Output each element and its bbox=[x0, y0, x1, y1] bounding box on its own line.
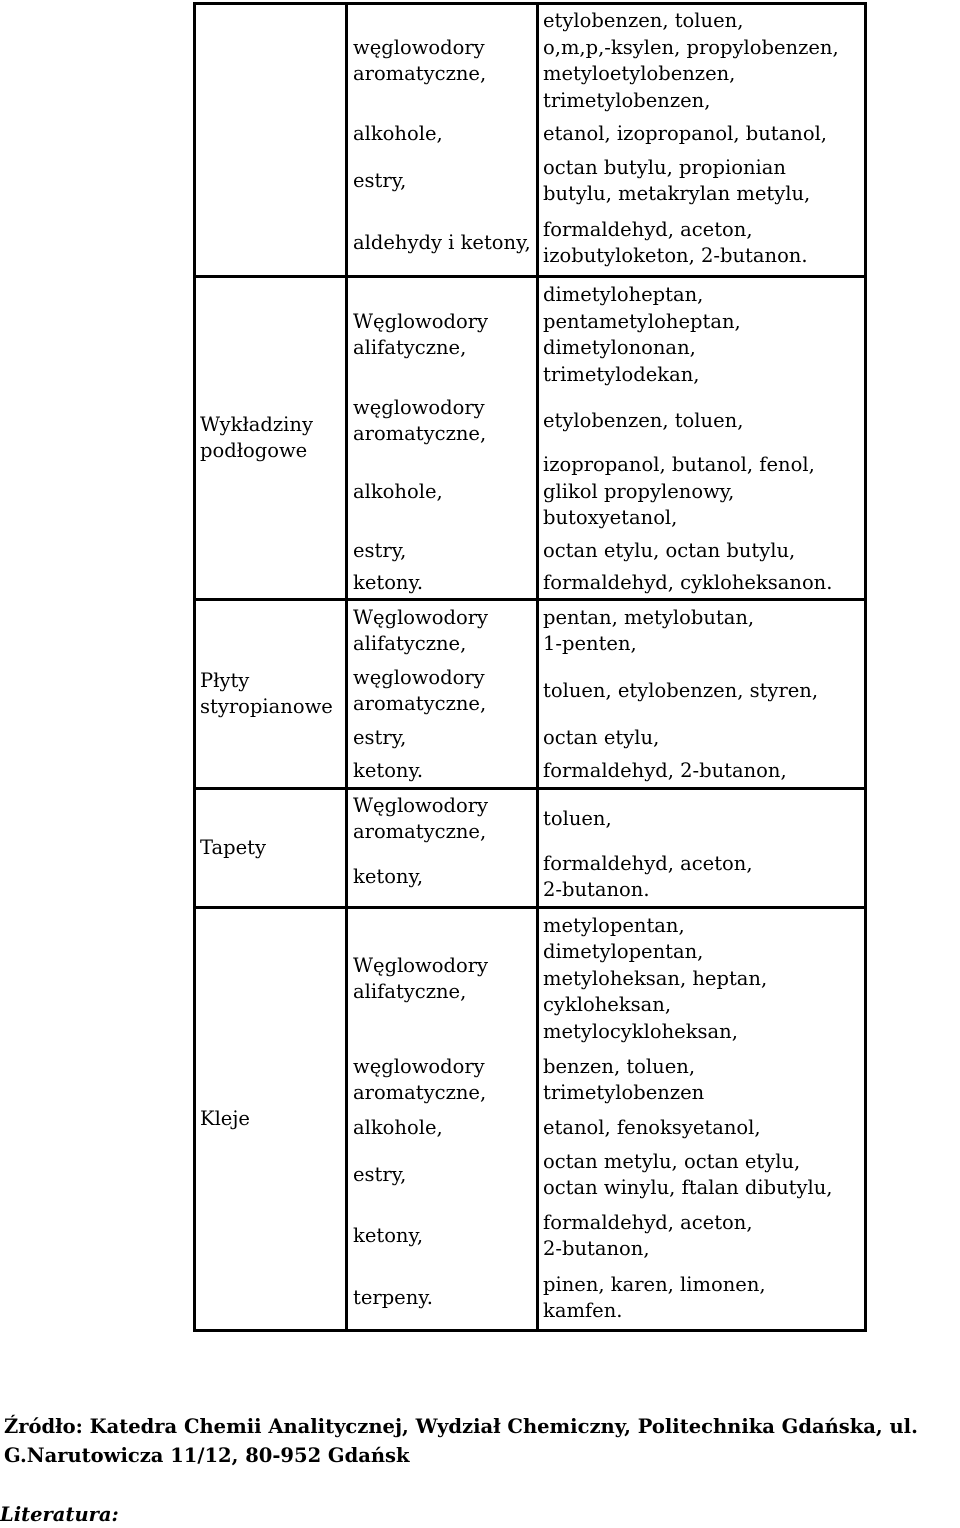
material-category-label: Wykładziny bbox=[200, 412, 313, 436]
compound-group-label: ketony, bbox=[353, 1223, 424, 1247]
compound-list bbox=[539, 790, 864, 848]
compound-group-cell bbox=[347, 789, 538, 908]
compound-group bbox=[348, 1205, 536, 1267]
compound-group-label: Węglowodory bbox=[353, 309, 489, 333]
material-category-label: podłogowe bbox=[200, 439, 308, 462]
compound-group bbox=[348, 534, 536, 568]
compound-list-line: trimetylodekan, bbox=[543, 362, 700, 386]
compound-list-line: trimetylobenzen, bbox=[543, 88, 711, 112]
compound-group-label: węglowodory bbox=[353, 1054, 485, 1078]
compound-list-line: toluen, bbox=[543, 806, 612, 830]
compound-list-line: etylobenzen, toluen, bbox=[543, 9, 744, 32]
compound-list-line: pentan, metylobutan, bbox=[543, 605, 755, 629]
compound-list-line: benzen, toluen, bbox=[543, 1054, 696, 1078]
compound-group-label: estry, bbox=[353, 1162, 407, 1186]
compound-list-line: metyloheksan, heptan, bbox=[543, 966, 768, 990]
compound-group bbox=[348, 790, 536, 848]
compound-group-label: estry, bbox=[353, 538, 407, 562]
compound-group-label: węglowodory bbox=[353, 395, 485, 419]
compound-list bbox=[539, 721, 864, 755]
compound-group-label: alifatyczne, bbox=[353, 632, 467, 655]
compound-list bbox=[539, 392, 864, 450]
compounds-cell bbox=[538, 789, 866, 908]
compound-group-label: alifatyczne, bbox=[353, 336, 467, 359]
compounds-cell bbox=[538, 908, 866, 1331]
compound-list bbox=[539, 909, 864, 1049]
compound-list-line: formaldehyd, aceton, bbox=[543, 851, 753, 875]
compound-list-line: 2-butanon, bbox=[543, 1237, 650, 1260]
compound-list bbox=[539, 601, 864, 661]
compound-list-line: formaldehyd, aceton, bbox=[543, 1210, 753, 1234]
compound-list-line: izobutyloketon, 2-butanon. bbox=[543, 244, 808, 267]
compound-group-label: Węglowodory bbox=[353, 793, 489, 817]
table-row bbox=[195, 277, 866, 600]
compound-group-cell bbox=[347, 4, 538, 277]
compounds-cell bbox=[538, 277, 866, 600]
compound-list-line: metyloetylobenzen, bbox=[543, 62, 736, 85]
compound-group-label: estry, bbox=[353, 725, 407, 749]
compound-list-line: etanol, fenoksyetanol, bbox=[543, 1115, 761, 1139]
compound-group bbox=[348, 5, 536, 117]
compound-list bbox=[539, 661, 864, 721]
compound-list-line: formaldehyd, aceton, bbox=[543, 217, 753, 241]
compound-group bbox=[348, 909, 536, 1049]
compound-list bbox=[539, 151, 864, 211]
emissions-table bbox=[193, 2, 867, 1332]
compound-list-line: izopropanol, butanol, fenol, bbox=[543, 453, 815, 477]
compound-list-line: trimetylobenzen bbox=[543, 1081, 705, 1104]
compound-list-line: octan metylu, octan etylu, bbox=[543, 1149, 801, 1173]
compound-group bbox=[348, 755, 536, 787]
compound-list bbox=[539, 1205, 864, 1267]
compound-list-line: 1-penten, bbox=[543, 632, 637, 655]
compound-list-line: o,m,p,-ksylen, propylobenzen, bbox=[543, 35, 839, 59]
compound-group bbox=[348, 1145, 536, 1205]
compound-group-label: aromatyczne, bbox=[353, 692, 487, 715]
compound-group bbox=[348, 1111, 536, 1145]
compound-list-line: metylopentan, bbox=[543, 913, 685, 937]
material-category-label: Płyty bbox=[200, 668, 250, 692]
compound-list-line: glikol propylenowy, bbox=[543, 479, 735, 503]
source-line-2: G.Narutowicza 11/12, 80-952 Gdańsk bbox=[4, 1443, 410, 1467]
table-row bbox=[195, 908, 866, 1331]
compound-group-cell bbox=[347, 600, 538, 789]
compound-group bbox=[348, 117, 536, 151]
compound-list-line: formaldehyd, 2-butanon, bbox=[543, 758, 787, 782]
compound-group-label: ketony. bbox=[353, 758, 424, 782]
compound-group bbox=[348, 568, 536, 598]
material-category-label: Tapety bbox=[200, 835, 266, 859]
compound-list bbox=[539, 755, 864, 787]
compound-list-line: kamfen. bbox=[543, 1299, 623, 1322]
compound-group bbox=[348, 661, 536, 721]
compound-group-label: aromatyczne, bbox=[353, 62, 487, 85]
material-category-cell bbox=[195, 789, 347, 908]
compound-list bbox=[539, 534, 864, 568]
compound-list-line: octan winylu, ftalan dibutylu, bbox=[543, 1176, 833, 1199]
compound-group-label: alkohole, bbox=[353, 121, 443, 145]
compound-list bbox=[539, 1111, 864, 1145]
table-row bbox=[195, 4, 866, 277]
compound-list bbox=[539, 568, 864, 598]
compound-list-line: dimetylononan, bbox=[543, 336, 696, 359]
compound-list bbox=[539, 1267, 864, 1329]
compound-list bbox=[539, 1145, 864, 1205]
compound-list bbox=[539, 5, 864, 117]
compound-group-cell bbox=[347, 908, 538, 1331]
compound-group-label: aromatyczne, bbox=[353, 1081, 487, 1104]
compound-list-line: metylocykloheksan, bbox=[543, 1019, 738, 1043]
compound-group-label: ketony, bbox=[353, 864, 424, 888]
compound-group bbox=[348, 1267, 536, 1329]
table-row bbox=[195, 789, 866, 908]
compound-list bbox=[539, 1049, 864, 1111]
compound-group bbox=[348, 721, 536, 755]
compound-list-line: 2-butanon. bbox=[543, 878, 650, 901]
compound-group bbox=[348, 211, 536, 275]
compound-group-label: aldehydy i ketony, bbox=[353, 230, 531, 254]
compound-list-line: toluen, etylobenzen, styren, bbox=[543, 678, 819, 702]
compound-group-label: alkohole, bbox=[353, 479, 443, 503]
compound-group-cell bbox=[347, 277, 538, 600]
compound-list-line: octan butylu, propionian bbox=[543, 155, 786, 179]
compound-list bbox=[539, 450, 864, 534]
compound-list bbox=[539, 117, 864, 151]
compound-group-label: węglowodory bbox=[353, 665, 485, 689]
material-category-cell bbox=[195, 4, 347, 277]
compound-list-line: pinen, karen, limonen, bbox=[543, 1272, 766, 1296]
compound-list bbox=[539, 848, 864, 906]
compound-list-line: pentametyloheptan, bbox=[543, 309, 741, 333]
compound-group bbox=[348, 601, 536, 661]
material-category-cell bbox=[195, 908, 347, 1331]
material-category-label: styropianowe bbox=[200, 695, 333, 718]
compound-group-label: estry, bbox=[353, 168, 407, 192]
literature-heading: Literatura: bbox=[0, 1503, 119, 1526]
compound-list-line: butylu, metakrylan metylu, bbox=[543, 182, 811, 205]
compound-group bbox=[348, 151, 536, 211]
compound-list-line: dimetylopentan, bbox=[543, 940, 704, 964]
compound-group-label: alifatyczne, bbox=[353, 980, 467, 1003]
compounds-cell bbox=[538, 4, 866, 277]
compound-list bbox=[539, 278, 864, 392]
compound-group-label: Węglowodory bbox=[353, 605, 489, 629]
compound-group bbox=[348, 1049, 536, 1111]
compound-group-label: aromatyczne, bbox=[353, 820, 487, 843]
compound-group-label: aromatyczne, bbox=[353, 422, 487, 445]
compound-group-label: ketony. bbox=[353, 570, 424, 594]
compound-group bbox=[348, 450, 536, 534]
material-category-label: Kleje bbox=[200, 1106, 250, 1130]
table-row bbox=[195, 600, 866, 789]
compound-group bbox=[348, 848, 536, 906]
compound-group-label: terpeny. bbox=[353, 1285, 433, 1309]
source-line-1: Źródło: Katedra Chemii Analitycznej, Wydział Chemiczny, Politechnika Gdańska, ul. bbox=[4, 1415, 918, 1438]
compound-list-line: etylobenzen, toluen, bbox=[543, 408, 744, 432]
compound-group-label: węglowodory bbox=[353, 35, 485, 59]
compound-list-line: etanol, izopropanol, butanol, bbox=[543, 121, 828, 145]
compound-group bbox=[348, 278, 536, 392]
source-note bbox=[4, 1413, 960, 1470]
material-category-cell bbox=[195, 600, 347, 789]
compound-list-line: octan etylu, octan butylu, bbox=[543, 538, 796, 562]
compounds-cell bbox=[538, 600, 866, 789]
compound-list-line: octan etylu, bbox=[543, 725, 660, 749]
compound-group bbox=[348, 392, 536, 450]
material-category-cell bbox=[195, 277, 347, 600]
compound-group-label: Węglowodory bbox=[353, 953, 489, 977]
compound-list-line: butoxyetanol, bbox=[543, 506, 678, 530]
compound-group-label: alkohole, bbox=[353, 1115, 443, 1139]
compound-list bbox=[539, 211, 864, 275]
compound-list-line: formaldehyd, cykloheksanon. bbox=[543, 570, 833, 594]
compound-list-line: cykloheksan, bbox=[543, 993, 672, 1017]
compound-list-line: dimetyloheptan, bbox=[543, 283, 704, 306]
